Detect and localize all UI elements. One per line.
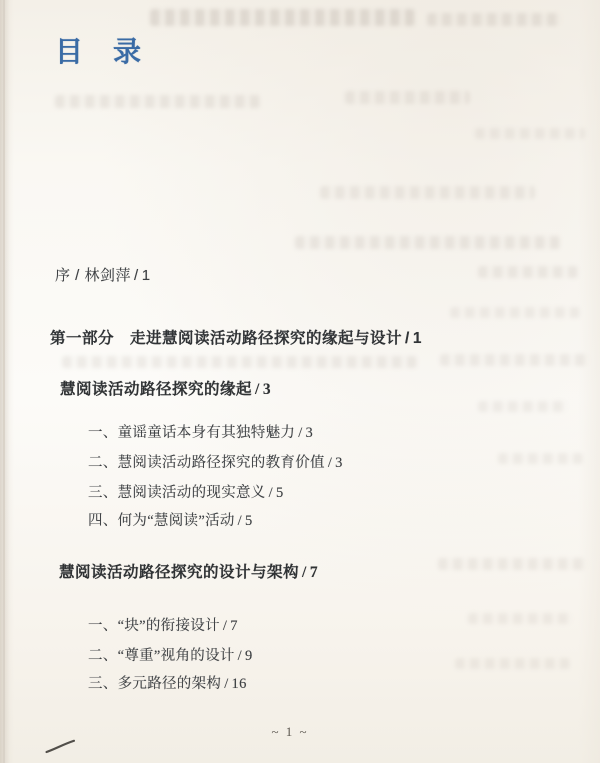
bleed-through-text [440,354,590,366]
toc-entry-page: 3 [262,381,272,398]
toc-entry-item [88,421,313,442]
page-title: 目 录 [55,37,143,68]
toc-entry-page: 1 [412,330,422,347]
toc-entry-item [88,451,343,472]
toc-entry-section [60,377,271,399]
toc-entry-text: 一、“块”的衔接设计 [88,618,220,634]
page-separator: / [134,267,139,284]
toc-entry-page: 5 [245,513,253,529]
bleed-through-text [295,236,560,249]
bleed-through-text [478,266,578,278]
page-edge-shadow [0,0,10,763]
toc-entry-text: 三、多元路径的架构 [88,676,222,692]
page-separator: / [327,455,333,471]
bleed-through-text [427,13,562,26]
page-separator: / [222,618,228,634]
page-separator: / [237,648,243,664]
toc-entry-page: 9 [245,648,253,664]
toc-entry-section [59,560,318,582]
bleed-through-text [455,658,570,669]
page-separator: / [237,513,243,529]
toc-entry-item [88,644,253,665]
toc-entry-text: 走进慧阅读活动路径探究的缘起与设计 [130,330,403,347]
part-label: 第一部分 [50,330,115,347]
toc-entry-page: 7 [309,564,319,581]
toc-entry-item [88,481,284,502]
toc-entry-text: 三、慧阅读活动的现实意义 [88,485,266,501]
toc-entry-page: 1 [141,267,151,284]
toc-entry-text: 二、慧阅读活动路径探究的教育价值 [88,455,325,471]
toc-entry-text: 慧阅读活动路径探究的缘起 [60,381,253,398]
toc-entry-preface [55,264,151,285]
toc-entry-text: 二、“尊重”视角的设计 [88,648,235,664]
toc-entry-page: 7 [230,618,238,634]
toc-entry-part-1 [50,326,422,348]
page-separator: / [298,425,303,441]
bleed-through-text [55,95,260,108]
page-separator: / [224,676,229,692]
toc-entry-item [88,614,238,635]
page-separator: / [268,485,273,501]
bleed-through-text [62,356,417,368]
bleed-through-text [498,453,583,464]
toc-entry-page: 3 [305,425,314,441]
bleed-through-text [468,613,573,624]
bleed-through-text [320,186,535,199]
toc-entry-page: 16 [231,676,247,692]
toc-entry-text: 四、何为“慧阅读”活动 [88,513,235,529]
bleed-through-text [475,128,585,139]
bleed-through-text [450,307,580,318]
bleed-through-text [438,558,588,570]
toc-entry-text: 序 / 林剑萍 [55,267,132,284]
toc-entry-text: 慧阅读活动路径探究的设计与架构 [59,564,300,581]
page-separator: / [405,330,410,347]
toc-entry-item [88,509,253,530]
pen-mark [45,739,77,755]
toc-entry-page: 5 [275,485,284,501]
toc-entry-item [88,672,247,693]
page-edge-line [3,0,5,763]
page-separator: / [302,564,307,581]
page-separator: / [255,381,260,398]
page-number: ~ 1 ~ [271,724,309,739]
bleed-through-text [478,401,568,412]
bleed-through-text [345,91,470,104]
toc-entry-page: 3 [335,455,343,471]
toc-entry-text: 一、童谣童话本身有其独特魅力 [88,425,296,441]
bleed-through-text [150,9,415,26]
